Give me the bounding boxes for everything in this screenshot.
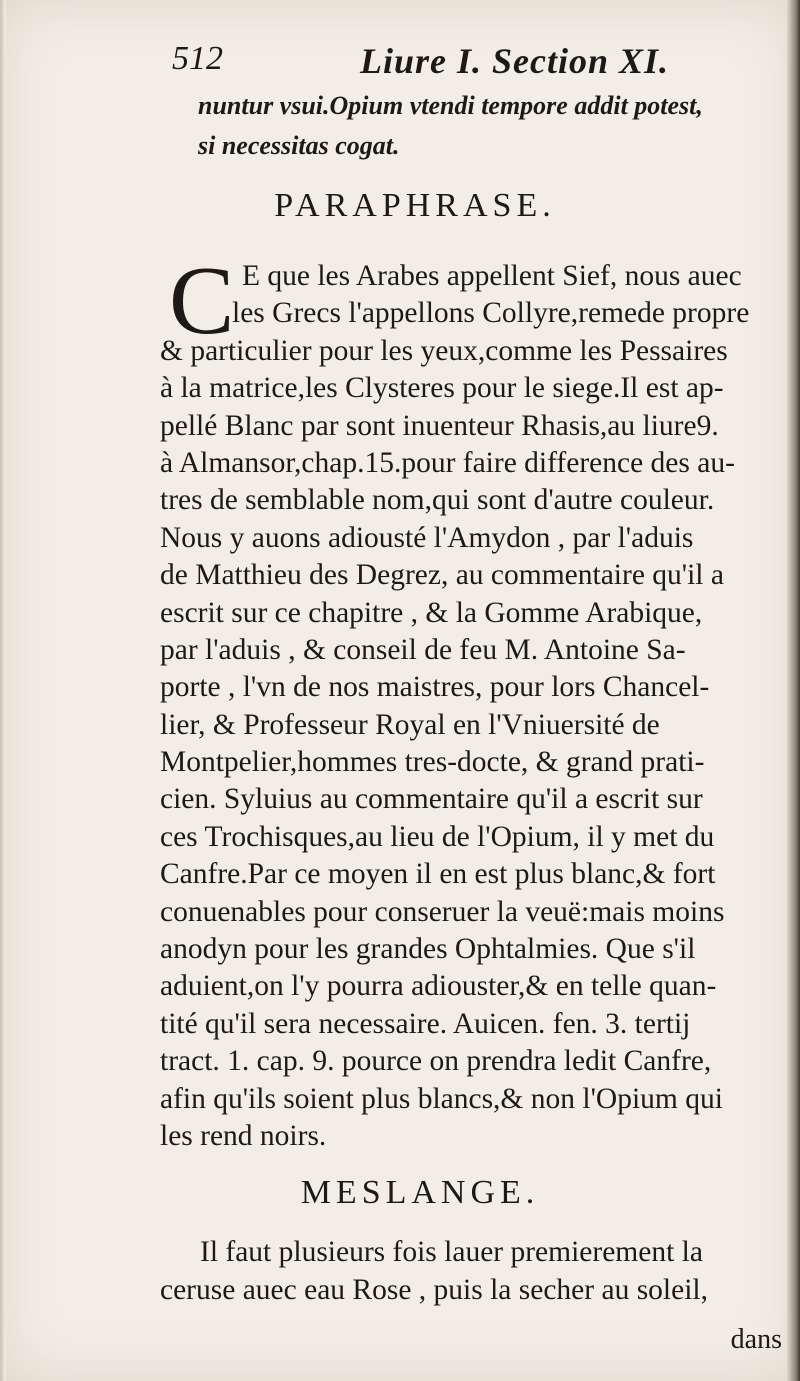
text-line: anodyn pour les grandes Ophtalmies. Que s'il: [160, 933, 696, 966]
meslange-text: [160, 1233, 790, 1309]
text-line: ceruse auec eau Rose , puis la secher au soleil,: [160, 1274, 708, 1306]
text-line: tract. 1. cap. 9. pource on prendra ledit Canfre,: [160, 1045, 712, 1078]
text-line: à Almansor,chap.15.pour faire difference des au-: [160, 446, 735, 479]
text-line: afin qu'ils soient plus blancs,& non l'Opium qui: [160, 1082, 723, 1115]
text-line: porte , l'vn de nos maistres, pour lors Chancel-: [160, 671, 710, 704]
text-line: de Matthieu des Degrez, au commentaire qu'il a: [160, 559, 724, 592]
text-line: pellé Blanc par sont inuenteur Rhasis,au liure9.: [160, 409, 719, 442]
text-line: Nous y auons adiousté l'Amydon , par l'aduis: [160, 521, 694, 554]
text-line: par l'aduis , & conseil de feu M. Antoine Sa-: [160, 633, 686, 666]
latin-line: si necessitas cogat.: [198, 131, 400, 160]
page-number: 512: [172, 40, 223, 77]
paraphrase-heading: PARAPHRASE.: [274, 187, 556, 224]
text-line: les Grecs l'appellons Collyre,remede propre: [232, 297, 750, 330]
paraphrase-text: [160, 247, 790, 1155]
text-line: lier, & Professeur Royal en l'Vniuersité de: [160, 708, 660, 741]
catchword: dans: [730, 1324, 782, 1355]
text-line: les rend noirs.: [160, 1119, 327, 1152]
latin-text: [198, 86, 788, 166]
text-line: E que les Arabes appellent Sief, nous auec: [242, 260, 742, 292]
page-header: [170, 40, 790, 90]
drop-cap: C: [169, 247, 235, 355]
text-line: & particulier pour les yeux,comme les Pessaires: [160, 334, 728, 367]
text-line: Montpelier,hommes tres-docte, & grand prati-: [160, 746, 705, 779]
text-line: cien. Syluius au commentaire qu'il a escrit sur: [160, 783, 703, 816]
running-head: Liure I. Section XI.: [360, 41, 670, 81]
text-line: aduient,on l'y pourra adiouster,& en telle quan-: [160, 970, 717, 1003]
text-line: conuenables pour conseruer la veuë:mais moins: [160, 895, 725, 928]
text-line: tres de semblable nom,qui sont d'autre couleur.: [160, 484, 715, 517]
text-line: escrit sur ce chapitre , & la Gomme Arabique,: [160, 596, 703, 629]
latin-line: nuntur vsui.Opium vtendi tempore addit potest,: [198, 91, 703, 120]
text-line: tité qu'il sera necessaire. Auicen. fen. 3. tertij: [160, 1007, 691, 1040]
text-line: à la matrice,les Clysteres pour le siege.Il est ap-: [160, 372, 724, 405]
text-line: ces Trochisques,au lieu de l'Opium, il y met du: [160, 820, 715, 853]
text-line: Il faut plusieurs fois lauer premierement la: [200, 1236, 703, 1268]
text-line: Canfre.Par ce moyen il en est plus blanc,& fort: [160, 858, 716, 891]
meslange-heading: MESLANGE.: [300, 1174, 540, 1211]
